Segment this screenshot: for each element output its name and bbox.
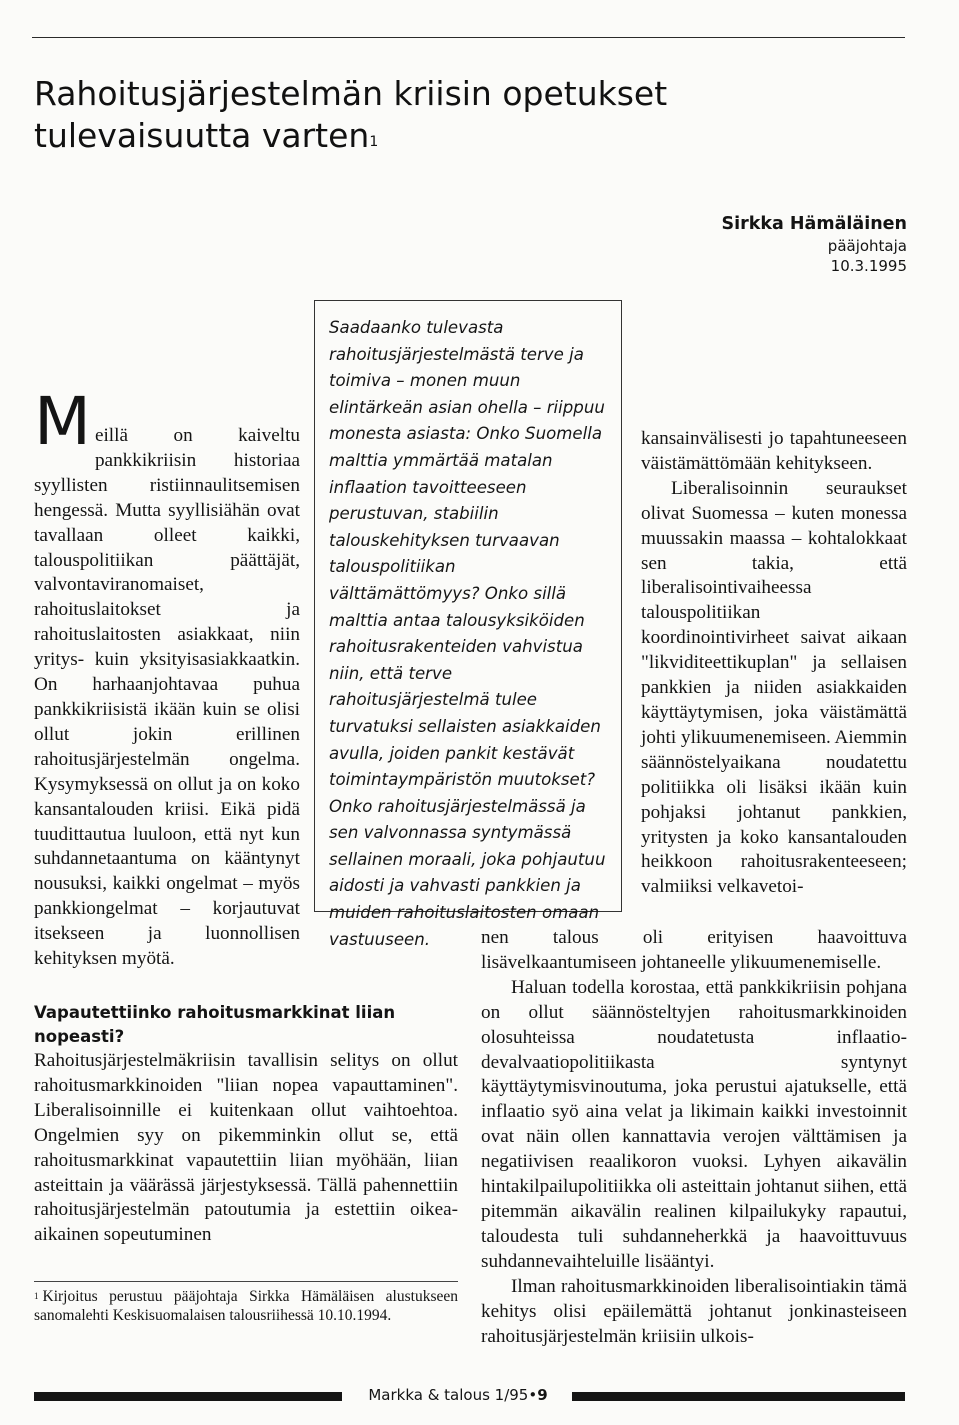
page-number: 9 [537, 1386, 548, 1404]
bottom-right-paragraph-3: Ilman rahoitusmarkkinoiden liberalisointiakin tämä kehitys olisi epäilemättä johtanut jonkinasteiseen rahoitusjärjestelmän kriisiin ulkois- [481, 1275, 907, 1347]
section-column [34, 1049, 458, 1248]
article-date: 10.3.1995 [830, 257, 907, 275]
page-footer [352, 1385, 564, 1405]
intro-column [34, 383, 300, 972]
publication-name: Markka & talous 1/95 [368, 1386, 529, 1404]
author-name: Sirkka Hämäläinen [721, 214, 907, 234]
title-line-1: Rahoitusjärjestelmän kriisin opetukset [34, 74, 668, 113]
bottom-right-paragraph-2: Haluan todella korostaa, että pankkikriisin pohjana on ollut säännösteltyjen rahoitusmarkkinoiden olosuhteissa noudatetusta inflaatio-devalvaatiopolitiikasta syntynyt käyttäytymisvinoutuma, joka perustui ajatukselle, että inflaatio syö aina velat ja likimain kaikki investoinnit ovat näin ollen kannattavia verojen välttämisen ja negatiivisen reaalikoron vuoksi. Lyhyen aikavälin hintakilpailupolitiikka oli asteittain johtanut siihen, että pitemmän aikavälin realinen kilpailukyky rapautui, taloudesta tuli suhdanneherkkä ja haavoittuvuus suhdannevaihteluille lisääntyi. [481, 976, 907, 1272]
footer-bar-left [34, 1392, 342, 1401]
section-paragraph: Rahoitusjärjestelmäkriisin tavallisin selitys on ollut rahoitusmarkkinoiden "liian nopea vapauttaminen". Liberalisoinnille ei kuitenkaan ollut vaihtoehtoa. Ongelmien syy on pikemminkin ollut se, että rahoitusmarkkinat vapautettiin liian myöhään, liian asteittain ja väärässä järjestyksessä. Tällä pahennettiin rahoitusjärjestelmän patoutumia ja estettiin oikea-aikainen sopeutuminen [34, 1050, 458, 1246]
intro-paragraph [34, 383, 300, 972]
right-column-paragraph-2: Liberalisoinnin seuraukset olivat Suomessa – kuten monessa muussakin maassa – kohtalokkaat sen takia, että liberalisointivaiheessa talouspolitiikan koordinointivirheet saivat aikaan "likviditeettikuplan" ja sellaisen pankkien ja niiden asiakkaiden käyttäytymisen, joka väistämättä johti ylikuumenemiseen. Aiemmin säännöstelyaikana noudatettu politiikka oli lisäksi ikään kuin pohjaksi johtanut pankkien, yritysten ja koko kansantalouden heikkoon rahoitusrakenteeseen; valmiiksi velkavetoi- [641, 477, 907, 898]
section-heading: Vapautettiinko rahoitusmarkkinat liian nopeasti? [34, 1003, 396, 1046]
footnote [34, 1287, 458, 1325]
byline [721, 212, 907, 276]
title-line-2: tulevaisuutta varten [34, 116, 370, 155]
footer-separator: • [528, 1386, 538, 1404]
footer-bar-right [572, 1392, 905, 1401]
title-footnote-ref: 1 [369, 134, 379, 150]
footnote-number: 1 [34, 1291, 39, 1301]
right-column [641, 427, 907, 900]
bottom-right-paragraph-1: nen talous oli erityisen haavoittuva lisävelkaantumiseen johtaneelle ylikuumenemiselle. [481, 927, 907, 973]
top-rule [32, 37, 905, 38]
article-title [34, 73, 734, 157]
drop-cap: M [34, 383, 91, 460]
footnote-text: Kirjoitus perustuu pääjohtaja Sirkka Hämäläisen alustukseen sanomalehti Keskisuomalaisen talousriihessä 10.10.1994. [34, 1288, 458, 1324]
pull-quote-text: Saadaanko tulevasta rahoitusjärjestelmästä terve ja toimiva – monen muun elintärkeän asian ohella – riippuu monesta asiasta: Onko Suomella malttia ymmärtää matalan inflaation tavoitteeseen perustuvan, stabiilin talouskehityksen turvaavan talouspolitiikan välttämättömyys? Onko sillä malttia antaa talousyksiköiden rahoitusrakenteiden vahvistua niin, että terve rahoitusjärjestelmä tulee turvatuksi sellaisten asiakkaiden avulla, joiden pankit kestävät toimintaympäristön muutokset? Onko rahoitusjärjestelmässä ja sen valvonnassa syntymässä sellainen moraali, joka pohjautuu aidosti ja vahvasti pankkien ja muiden rahoituslaitosten omaan vastuuseen. [329, 318, 606, 949]
footnote-rule [34, 1281, 458, 1282]
author-role: pääjohtaja [827, 237, 907, 255]
bottom-right-column [481, 926, 907, 1349]
pull-quote-box [314, 300, 622, 949]
right-column-paragraph-1: kansainvälisesti jo tapahtuneeseen väistämättömään kehitykseen. [641, 428, 907, 474]
intro-text: eillä on kaiveltu pankkikriisin historiaa syyllisten ristiinnaulitsemisen hengessä. Mutta syyllisiähän ovat tavallaan olleet kaikki, talouspolitiikan päättäjät, valvontaviranomaiset, rahoituslaitokset ja rahoituslaitosten asiakkaat, niin yritys- kuin yksityisasiakkaatkin. On harhaanjohtavaa puhua pankkikriisistä ikään kuin se olisi ollut jokin erillinen rahoitusjärjestelmän ongelma. Kysymyksessä on ollut ja on koko kansantalouden kriisi. Eikä pidä tuudittautua luuloon, että nyt kun suhdannetaantuma on kääntynyt nousuksi, kaikki ongelmat – myös pankkiongelmat – korjautuvat itsekseen ja luonnollisen kehityksen myötä. [34, 425, 300, 970]
